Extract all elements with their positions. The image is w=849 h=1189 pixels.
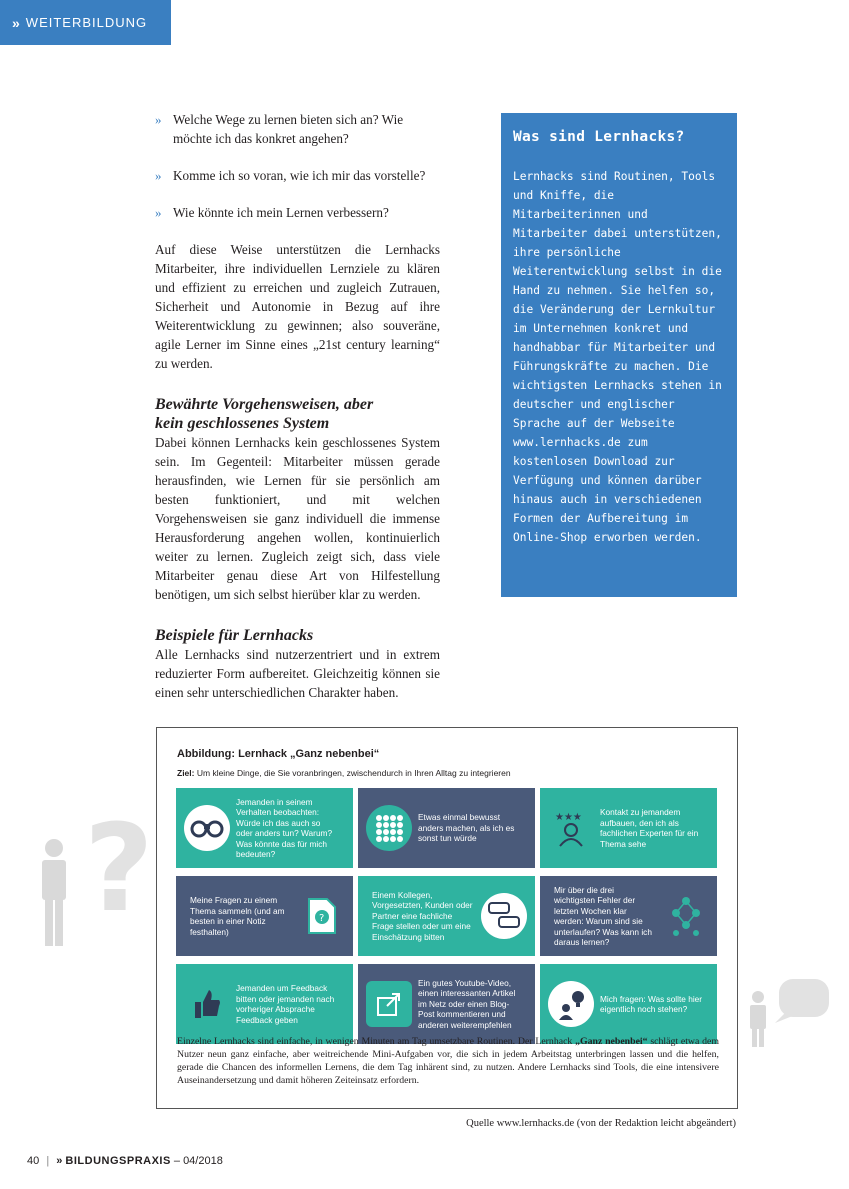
goal-text: Um kleine Dinge, die Sie voranbringen, zwischendurch in Ihren Alltag zu integrieren [196, 768, 511, 778]
page-number: 40 [27, 1155, 40, 1167]
network-icon [663, 893, 709, 939]
bullet-chevron-icon: » [155, 112, 162, 127]
svg-text:?: ? [319, 913, 325, 924]
section-tab [0, 0, 171, 45]
info-box-text: Lernhacks sind Routinen, Tools und Kniffe, die Mitarbeiterinnen und Mitarbeiter dabei unterstützen, ihre persönliche Weiterentwicklung selbst in die Hand zu nehmen. Sie helfen so, die Veränderung der Lernkultur im Unternehmen konkret und handhabbar für Mitarbeiter und Führungskräfte zu machen. Die wichtigsten Lernhacks stehen in deutscher und englischer Sprache auf der Webseite www.lernhacks.de zum kostenlosen Download zur Verfügung und können darüber hinaus auch in verschiedenen Formen der Aufbereitung im Online-Shop erworben werden. [513, 170, 722, 544]
idea-person-icon [548, 981, 594, 1027]
bullet-chevron-icon: » [155, 168, 162, 183]
note-question-icon [299, 893, 345, 939]
source-note: Quelle www.lernhacks.de (von der Redaktion leicht abgeändert) [466, 1118, 736, 1129]
section-heading: Beispiele für Lernhacks [155, 627, 314, 644]
lernhack-tile [176, 788, 353, 868]
tile-text: Meine Fragen zu einem Thema sammeln (und am besten in einer Notiz festhalten) [190, 895, 285, 937]
tile-text: Einem Kollegen, Vorgesetzten, Kunden oder Partner eine fachliche Frage stellen oder um eine Einschätzung bitten [372, 889, 473, 942]
question-item [155, 166, 440, 185]
magazine-name: BILDUNGSPRAXIS [65, 1155, 171, 1167]
figure-box [156, 727, 738, 1109]
tile-text: Jemanden um Feedback bitten oder jemanden nach vorheriger Absprache Feedback geben [236, 983, 335, 1025]
section-text: Alle Lernhacks sind nutzerzentriert und in extrem reduzierter Form aufbereitet. Gleichzeitig können sie einen sehr unterschiedlichen Charakter haben. [155, 647, 440, 700]
lernhack-tile [176, 964, 353, 1044]
tile-text: Etwas einmal bewusst anders machen, als ich es sonst tun würde [418, 812, 515, 844]
caption-bold: „Ganz nebenbei“ [575, 1036, 648, 1047]
goal-label: Ziel: [177, 768, 195, 778]
person-question-icon [36, 800, 156, 950]
share-icon [366, 981, 412, 1027]
bullet-chevron-icon: » [155, 205, 162, 220]
binoculars-icon [184, 805, 230, 851]
question-item [155, 110, 440, 148]
tile-text: Mich fragen: Was sollte hier eigentlich noch stehen? [600, 993, 703, 1014]
page-footer [27, 1155, 223, 1167]
conversation-icon [481, 893, 527, 939]
intro-paragraph: Auf diese Weise unterstützen die Lernhacks Mitarbeiter, ihre individuellen Lernziele zu klären und effizient zu erreichen und zugleich Zutrauen, Sicherheit und Autonomie in Bezug auf ihre Weiterentwicklung zu gewinnen; also souveräne, agile Lerner im Sinne eines „21st century learning“ zu werden. [155, 242, 440, 371]
section-approaches [155, 395, 440, 604]
tile-text: Kontakt zu jemandem aufbauen, den ich als fachlichen Experten für ein Thema sehe [600, 807, 699, 849]
issue-number: – 04/2018 [173, 1155, 223, 1167]
question-text: Welche Wege zu lernen bieten sich an? Wie möchte ich das konkret angehen? [173, 112, 404, 146]
question-item [155, 203, 440, 222]
lernhack-tile [540, 876, 717, 956]
figure-title: Abbildung: Lernhack „Ganz nebenbei“ [177, 748, 380, 760]
section-examples [155, 626, 440, 702]
figure-goal [177, 768, 511, 778]
thumbs-up-icon [184, 981, 230, 1027]
info-box [501, 113, 737, 597]
question-text: Komme ich so voran, wie ich mir das vorstelle? [173, 168, 426, 183]
section-text: Dabei können Lernhacks kein geschlossenes System sein. Im Gegenteil: Mitarbeiter müssen gerade herausfinden, wie Lernen für sie persönlich am besten funktioniert, und mit welchen Vorgehensweisen sie ganz individuell die immense Herausforderung angehen wollen, kontinuierlich weiter zu lernen. Zugleich zeigt sich, dass viele Mitarbeiter genau diese Art von Hilfestellung benötigen, um sich selbst hierüber klar zu werden. [155, 435, 440, 602]
svg-text:?: ? [84, 800, 154, 939]
svg-text:★★★: ★★★ [555, 812, 582, 823]
figure-caption [177, 1035, 719, 1087]
chevron-icon: » [12, 14, 21, 31]
footer-separator: | [46, 1155, 50, 1167]
tile-text: Ein gutes Youtube-Video, einen interessanten Artikel im Netz oder einen Blog-Post kommentieren und anderen weiterempfehlen [418, 977, 516, 1030]
main-column [155, 110, 440, 702]
expert-stars-icon [548, 805, 594, 851]
tile-text: Jemanden in seinem Verhalten beobachten: Würde ich das auch so oder anders tun? Warum? Was könnte das für mich bedeuten? [236, 796, 333, 859]
chevron-icon: » [56, 1155, 63, 1167]
dots-grid-icon [366, 805, 412, 851]
lernhack-grid [176, 788, 718, 1048]
lernhack-tile [358, 788, 535, 868]
lernhack-tile [540, 788, 717, 868]
caption-text: schlägt etwa dem Nutzer neun ganz einfache, aber weitreichende Mini-Aufgaben vor, die sich in jedem Arbeitstag unterbringen lassen und die helfen, gerade die Chancen des informellen Lernens, die dem Tag inhärent sind, zu nutzen. Andere Lernhacks sind Tools, die eine intensivere Auseinandersetzung und damit höheren Zeiteinsatz erfordern. [177, 1036, 719, 1086]
section-heading: Bewährte Vorgehensweisen, aber kein geschlossenes System [155, 396, 374, 432]
person-speech-icon [745, 975, 835, 1050]
lernhack-tile [540, 964, 717, 1044]
lernhack-tile [358, 876, 535, 956]
caption-text: Einzelne Lernhacks sind einfache, in wenigen Minuten am Tag umsetzbare Routinen. Der Lernhack [177, 1036, 576, 1047]
tile-text: Mir über die drei wichtigsten Fehler der letzten Wochen klar werden: Warum sind sie unterlaufen? Was kann ich daraus lernen? [554, 884, 652, 947]
lernhack-tile [358, 964, 535, 1044]
question-text: Wie könnte ich mein Lernen verbessern? [173, 205, 389, 220]
lernhack-tile [176, 876, 353, 956]
section-tab-label: WEITERBILDUNG [25, 15, 148, 30]
info-box-title: Was sind Lernhacks? [513, 129, 685, 145]
